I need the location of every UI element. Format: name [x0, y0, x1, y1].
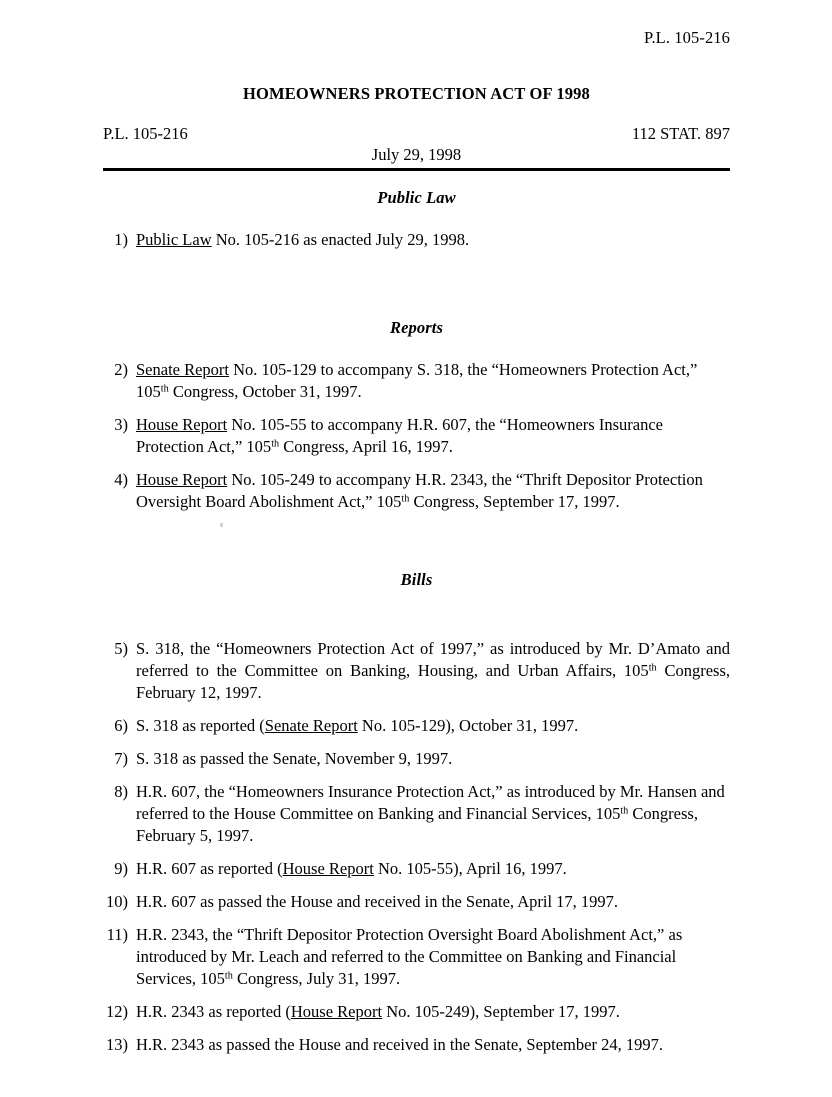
list-item-text: H.R. 2343 as passed the House and received in the Senate, September 24, 1997. [136, 1035, 663, 1054]
list-item-rest: No. 105-216 as enacted July 29, 1998. [211, 230, 470, 249]
citation-band [103, 124, 730, 168]
list-item-number: 5) [114, 639, 128, 658]
list-item-part-b: Congress, July 31, 1997. [232, 969, 401, 988]
list-item-part-a: S. 318, the “Homeowners Protection Act of 1997,” as introduced by Mr. D’Amato and referred to the Committee on Banking, Housing, and Urban Affairs, 105 [136, 639, 730, 680]
ordinal-suffix: th [648, 662, 657, 674]
list-item-part-b: Congress, April 16, 1997. [279, 437, 453, 456]
list-item-number: 2) [114, 360, 128, 379]
document-body [103, 182, 730, 1056]
list-item [103, 1001, 730, 1023]
list-item-number: 1) [114, 230, 128, 249]
citation-date: July 29, 1998 [371, 145, 462, 164]
list-item-text [136, 469, 730, 513]
list-item-number: 13) [106, 1035, 128, 1054]
list-item-text [136, 924, 730, 990]
list-item-part-b: Congress, October 31, 1997. [168, 382, 362, 401]
list-item [103, 781, 730, 847]
list-item-text [136, 781, 730, 847]
list-item [103, 469, 730, 513]
list-item-text [136, 715, 730, 737]
list-item [103, 858, 730, 880]
list-item-text [136, 229, 730, 251]
list-item [103, 891, 730, 913]
reference-link-house-report[interactable]: House Report [282, 859, 374, 878]
reference-link-house-report[interactable]: House Report [136, 470, 228, 489]
list-item-text [136, 359, 730, 403]
ordinal-suffix: th [620, 805, 629, 817]
list-item-number: 8) [114, 782, 128, 801]
list-item-part-a: H.R. 607, the “Homeowners Insurance Protection Act,” as introduced by Mr. Hansen and referred to the House Committee on Banking and Financial Services, 105 [136, 782, 725, 823]
list-item-part-b: Congress, February 5, 1997. [136, 804, 698, 845]
citation-statute-number: 112 STAT. 897 [631, 124, 730, 143]
list-item-text [136, 638, 730, 704]
reference-link-house-report[interactable]: House Report [136, 415, 228, 434]
list-item-text [136, 858, 730, 880]
list-item-post: No. 105-129), October 31, 1997. [357, 716, 579, 735]
list-item-post: No. 105-55), April 16, 1997. [373, 859, 567, 878]
list-item-part-a: No. 105-55 to accompany H.R. 607, the “Homeowners Insurance Protection Act,” 105 [136, 415, 663, 456]
list-item-number: 4) [114, 470, 128, 489]
list-item [103, 924, 730, 990]
reference-link-public-law[interactable]: Public Law [136, 230, 212, 249]
list-item [103, 1034, 730, 1056]
reference-link-house-report[interactable]: House Report [290, 1002, 383, 1021]
list-item-part-b: Congress, February 12, 1997. [136, 661, 730, 702]
list-item-number: 7) [114, 749, 128, 768]
list-item-number: 9) [114, 859, 128, 878]
list-item [103, 715, 730, 737]
list-item-number: 11) [106, 925, 128, 944]
list-item [103, 414, 730, 458]
list-item-text: H.R. 607 as passed the House and received in the Senate, April 17, 1997. [136, 892, 619, 911]
list-item-pre: H.R. 2343 as reported ( [136, 1002, 291, 1021]
list-item-text [136, 414, 730, 458]
list-item-pre: H.R. 607 as reported ( [136, 859, 283, 878]
list-item-part-b: Congress, September 17, 1997. [409, 492, 620, 511]
list-item [103, 359, 730, 403]
list-item-text [136, 1001, 730, 1023]
list-item-text: S. 318 as passed the Senate, November 9, 1997. [136, 749, 453, 768]
list-item-number: 3) [114, 415, 128, 434]
ordinal-suffix: th [271, 438, 280, 450]
list-item-number: 10) [106, 892, 128, 911]
list-item [103, 229, 730, 251]
ordinal-suffix: th [160, 383, 169, 395]
list-item-part-a: No. 105-129 to accompany S. 318, the “Homeowners Protection Act,” 105 [136, 360, 698, 401]
list-item-post: No. 105-249), September 17, 1997. [382, 1002, 620, 1021]
list-item-pre: S. 318 as reported ( [136, 716, 265, 735]
list-item-part-a: H.R. 2343, the “Thrift Depositor Protection Oversight Board Abolishment Act,” as introduced by Mr. Leach and referred to the Committee on Banking and Financial Services, 105 [136, 925, 683, 988]
list-item-number: 12) [106, 1002, 128, 1021]
section-heading-bills: Bills [400, 570, 433, 589]
reference-link-senate-report[interactable]: Senate Report [136, 360, 230, 379]
list-item-part-a: No. 105-249 to accompany H.R. 2343, the “Thrift Depositor Protection Oversight Board Abolishment Act,” 105 [136, 470, 703, 511]
reference-link-senate-report[interactable]: Senate Report [264, 716, 358, 735]
section-heading-public-law: Public Law [377, 188, 456, 207]
list-item [103, 748, 730, 770]
section-heading-reports: Reports [390, 318, 443, 337]
citation-public-law-number: P.L. 105-216 [103, 124, 188, 143]
header-divider-rule [103, 168, 730, 171]
ordinal-suffix: th [224, 970, 233, 982]
list-item [103, 638, 730, 704]
page-title: HOMEOWNERS PROTECTION ACT OF 1998 [243, 84, 590, 103]
running-head: P.L. 105-216 [644, 28, 730, 47]
list-item-number: 6) [114, 716, 128, 735]
ordinal-suffix: th [401, 493, 410, 505]
